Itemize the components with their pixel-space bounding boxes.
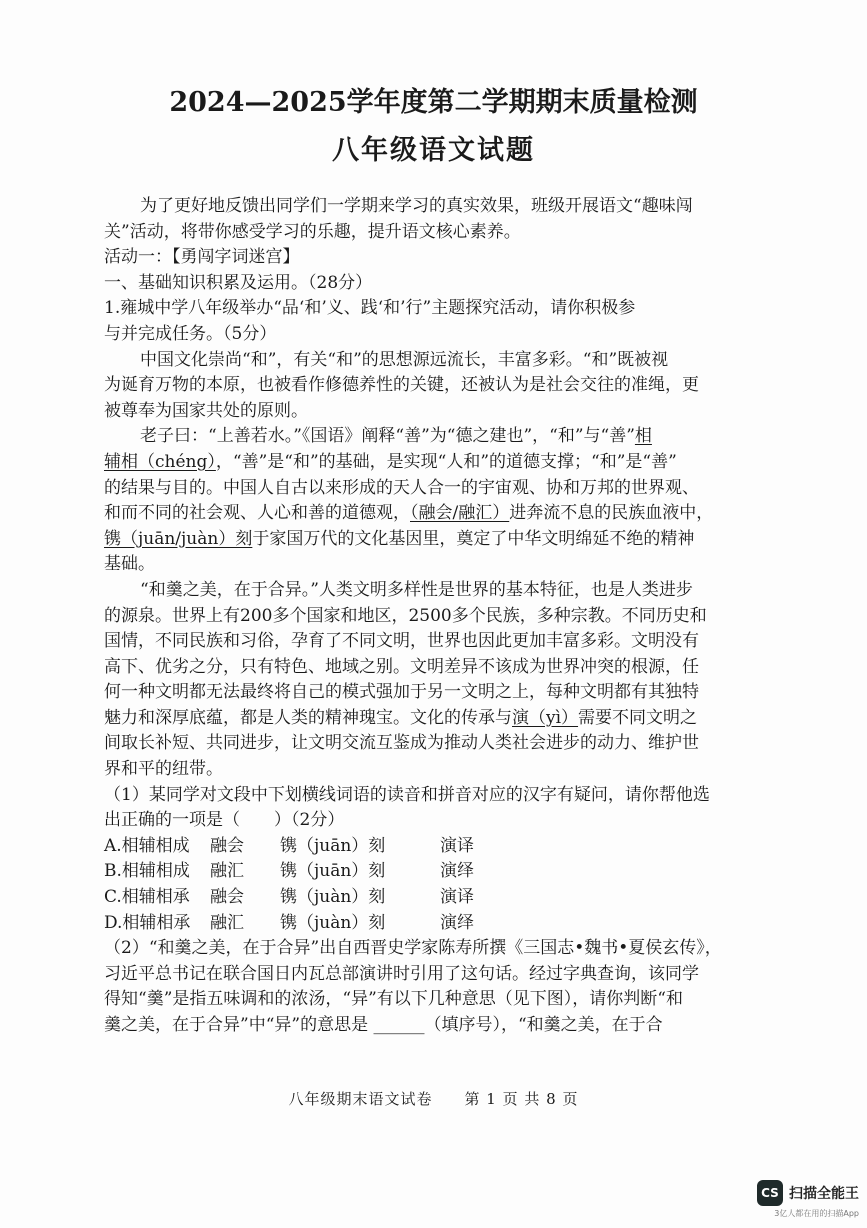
- subquestion-1-text: 出正确的一项是（ ）（2分）: [104, 810, 345, 831]
- passage-line: 间取长补短、共同进步，让文明交流互鉴成为推动人类社会进步的动力、维护世: [104, 733, 699, 754]
- passage-line: 国情，不同民族和习俗，孕育了不同文明，世界也因此更加丰富多彩。文明没有: [104, 631, 699, 652]
- passage-line: 被尊奉为国家共处的原则。: [104, 400, 308, 421]
- passage-line: 为诞育万物的本原，也被看作修德养性的关键，还被认为是社会交往的准绳，更: [104, 375, 699, 396]
- passage-line: 和而不同的社会观、人心和善的道德观，（融会/融汇）进奔流不息的民族血液中，: [104, 503, 714, 524]
- section-heading: 一、基础知识积累及运用。（28分）: [104, 272, 373, 293]
- underlined-word: 演（yì）: [512, 707, 579, 728]
- question-1-text: 1.雍城中学八年级举办“品‘和’义、践‘和’行”主题探究活动，请你积极参: [104, 298, 636, 319]
- underlined-word: 辅相（chéng）: [104, 451, 216, 472]
- subquestion-2-text: （2）“和羹之美，在于合异”出自西晋史学家陈寿所撰《三国志•魏书•夏侯玄传》，: [104, 938, 722, 959]
- question-1-text: 与并完成任务。（5分）: [104, 323, 277, 344]
- passage-line: 何一种文明都无法最终将自己的模式强加于另一文明之上，每种文明都有其独特: [104, 682, 699, 703]
- option-b: B.相辅相成 融汇 镌（juān）刻 演绎: [104, 861, 474, 882]
- watermark-tagline: 3亿人都在用的扫描App: [774, 1209, 859, 1218]
- exam-subtitle: 八年级语文试题: [332, 135, 535, 166]
- option-a: A.相辅相成 融会 镌（juān）刻 演译: [104, 835, 474, 856]
- passage-line: 辅相（chéng），“善”是“和”的基础，是实现“人和”的道德支撑；“和”是“善”: [104, 451, 677, 472]
- passage-line: “和羹之美，在于合异。”人类文明多样性是世界的基本特征，也是人类进步: [140, 579, 693, 600]
- subquestion-2-text: 得知“羹”是指五味调和的浓汤，“异”有以下几种意思（见下图），请你判断“和: [104, 989, 683, 1010]
- passage-line: 镌（juān/juàn）刻于家国万代的文化基因里，奠定了中华文明绵延不绝的精神: [104, 528, 695, 549]
- exam-body: [104, 194, 766, 1039]
- page-footer: 八年级期末语文试卷 第 1 页 共 8 页: [288, 1090, 579, 1108]
- passage-line: 基础。: [104, 554, 155, 575]
- underlined-word: 镌（juān/juàn）刻: [104, 528, 253, 549]
- watermark-name: 扫描全能王: [789, 1186, 859, 1202]
- camscanner-logo-icon: CS: [757, 1180, 783, 1206]
- passage-line: 的源泉。世界上有200多个国家和地区，2500多个民族，多种宗教。不同历史和: [104, 605, 707, 626]
- activity-label: 活动一：【勇闯字词迷宫】: [104, 247, 300, 268]
- passage-line: 界和平的纽带。: [104, 759, 223, 780]
- option-c: C.相辅相承 融会 镌（juàn）刻 演译: [104, 887, 474, 908]
- passage-line: 中国文化崇尚“和”，有关“和”的思想源远流长，丰富多彩。“和”既被视: [140, 349, 669, 370]
- scanner-watermark: [757, 1180, 859, 1206]
- passage-line: 的结果与目的。中国人自古以来形成的天人合一的宇宙观、协和万邦的世界观、: [104, 477, 699, 498]
- intro-line: 关”活动，将带你感受学习的乐趣，提升语文核心素养。: [104, 221, 521, 242]
- subquestion-1-text: （1）某同学对文段中下划横线词语的读音和拼音对应的汉字有疑问，请你帮他选: [104, 784, 710, 805]
- option-d: D.相辅相承 融汇 镌（juàn）刻 演绎: [104, 912, 474, 933]
- underlined-word: （融会/融汇）: [410, 503, 510, 524]
- exam-title: 2024—2025学年度第二学期期末质量检测: [169, 87, 698, 118]
- passage-line: 高下、优劣之分，只有特色、地域之别。文明差异不该成为世界冲突的根源，任: [104, 656, 699, 677]
- intro-line: 为了更好地反馈出同学们一学期来学习的真实效果，班级开展语文“趣味闯: [140, 196, 693, 216]
- passage-line: 魅力和深厚底蕴，都是人类的精神瑰宝。文化的传承与演（yì）需要不同文明之: [104, 707, 698, 728]
- subquestion-2-text: 习近平总书记在联合国日内瓦总部演讲时引用了这句话。经过字典查询，该同学: [104, 963, 699, 984]
- subquestion-2-text: 羹之美，在于合异”中“异”的意思是 ______（填序号），“和羹之美，在于合: [104, 1015, 663, 1035]
- underlined-word: 相: [634, 426, 652, 447]
- passage-line: 老子曰：“上善若水。”《国语》阐释“善”为“德之建也”，“和”与“善”相: [140, 426, 652, 447]
